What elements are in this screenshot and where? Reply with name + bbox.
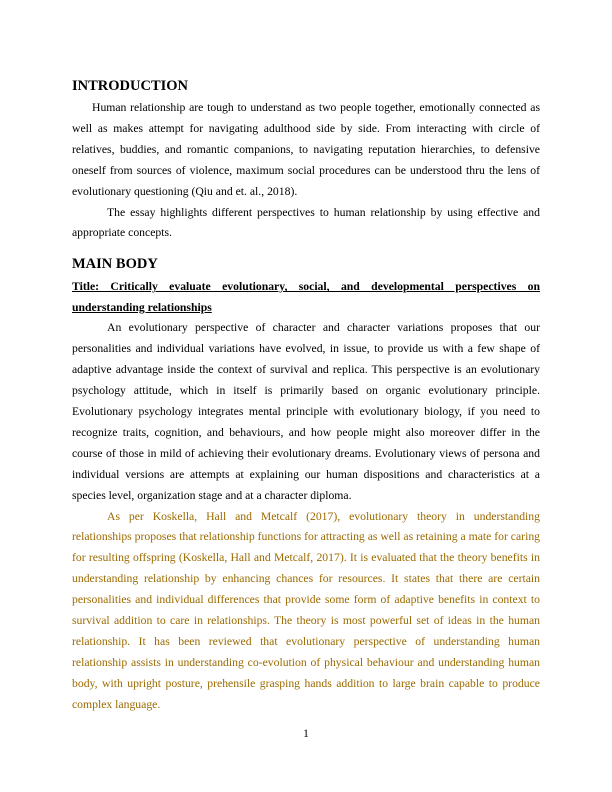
essay-title: Title: Critically evaluate evolutionary, social, and developmental perspectives on understanding relationships [72,280,540,315]
intro-paragraph-1: Human relationship are tough to understand as two people together, emotionally connected as well as makes attempt for navigating adulthood side by side. From interacting with circle of relatives, buddies, and romantic companions, to navigating reputation hierarchies, to defensive oneself from sources of violence, maximum social procedures can be understood thru the lens of evolutionary questioning (Qiu and et. al., 2018). [72,101,540,198]
body-paragraph-2: As per Koskella, Hall and Metcalf (2017), evolutionary theory in understanding relationships proposes that relationship functions for attracting as well as retaining a mate for caring for resulting offspring (Koskella, Hall and Metcalf, 2017). It is evaluated that the theory benefits in understanding relationship by enhancing chances for resources. It states that there are certain personalities and individual differences that provide some form of adaptive benefits in context to survival addition to care in relationships. The theory is most powerful set of ideas in the human relationship. It has been reviewed that evolutionary perspective of understanding human relationship assists in understanding co-evolution of physical behaviour and understanding human body, with upright posture, prehensile grasping hands addition to large brain capable to produce complex language. [72,509,541,711]
page-number: 1 [303,728,309,740]
main-body-heading: MAIN BODY [72,256,158,273]
page-content [72,76,540,716]
body-paragraph-1: An evolutionary perspective of character and character variations proposes that our personalities and individual variations have evolved, in issue, to provide us with a few shape of adaptive advantage inside the context of survival and replica. This perspective is an evolutionary psychology attitude, which in itself is primarily based on organic evolutionary principle. Evolutionary psychology integrates mental principle with evolutionary biology, if you need to recognize traits, cognition, and behaviours, and how people might also moreover differ in the course of those in mild of achieving their evolutionary dreams. Evolutionary views of persona and individual versions are attempts at explaining our human dispositions and characteristics at a species level, organization stage and at a character diploma. [72,321,540,502]
intro-heading: INTRODUCTION [72,78,189,94]
intro-paragraph-2: The essay highlights different perspectives to human relationship by using effective and appropriate concepts. [72,205,540,240]
